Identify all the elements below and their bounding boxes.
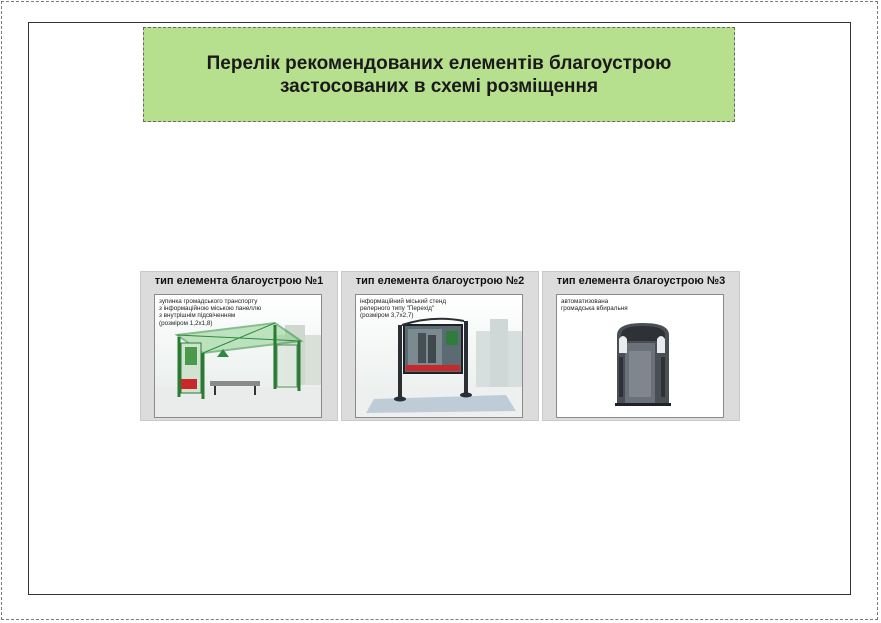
element-card-3 (542, 271, 740, 421)
element-card-caption: автоматизована громадська вбиральня (561, 298, 628, 313)
element-card-title: тип елемента благоустрою №2 (355, 275, 525, 287)
element-card-title: тип елемента благоустрою №3 (556, 275, 726, 287)
element-card-title: тип елемента благоустрою №1 (154, 275, 324, 287)
elements-list (140, 271, 740, 421)
public-toilet-icon (557, 295, 724, 418)
element-card-image (154, 294, 322, 418)
element-card-caption: інформаційний міський стенд релерного типу "Перехід" (розміром 3,7х2,7) (360, 298, 446, 320)
title-banner (143, 27, 735, 122)
element-card-caption: зупинка громадського транспорту з інформаційною міською панеллю з внутрішнім підсвіченням (розміром 1,2х1,8) (159, 298, 262, 327)
element-card-image (355, 294, 523, 418)
element-card-1 (140, 271, 338, 421)
title-line-2: застосованих в схемі розміщення (279, 75, 599, 97)
element-card-image (556, 294, 724, 418)
element-card-2 (341, 271, 539, 421)
title-line-1: Перелік рекомендованих елементів благоустрою (206, 52, 672, 74)
